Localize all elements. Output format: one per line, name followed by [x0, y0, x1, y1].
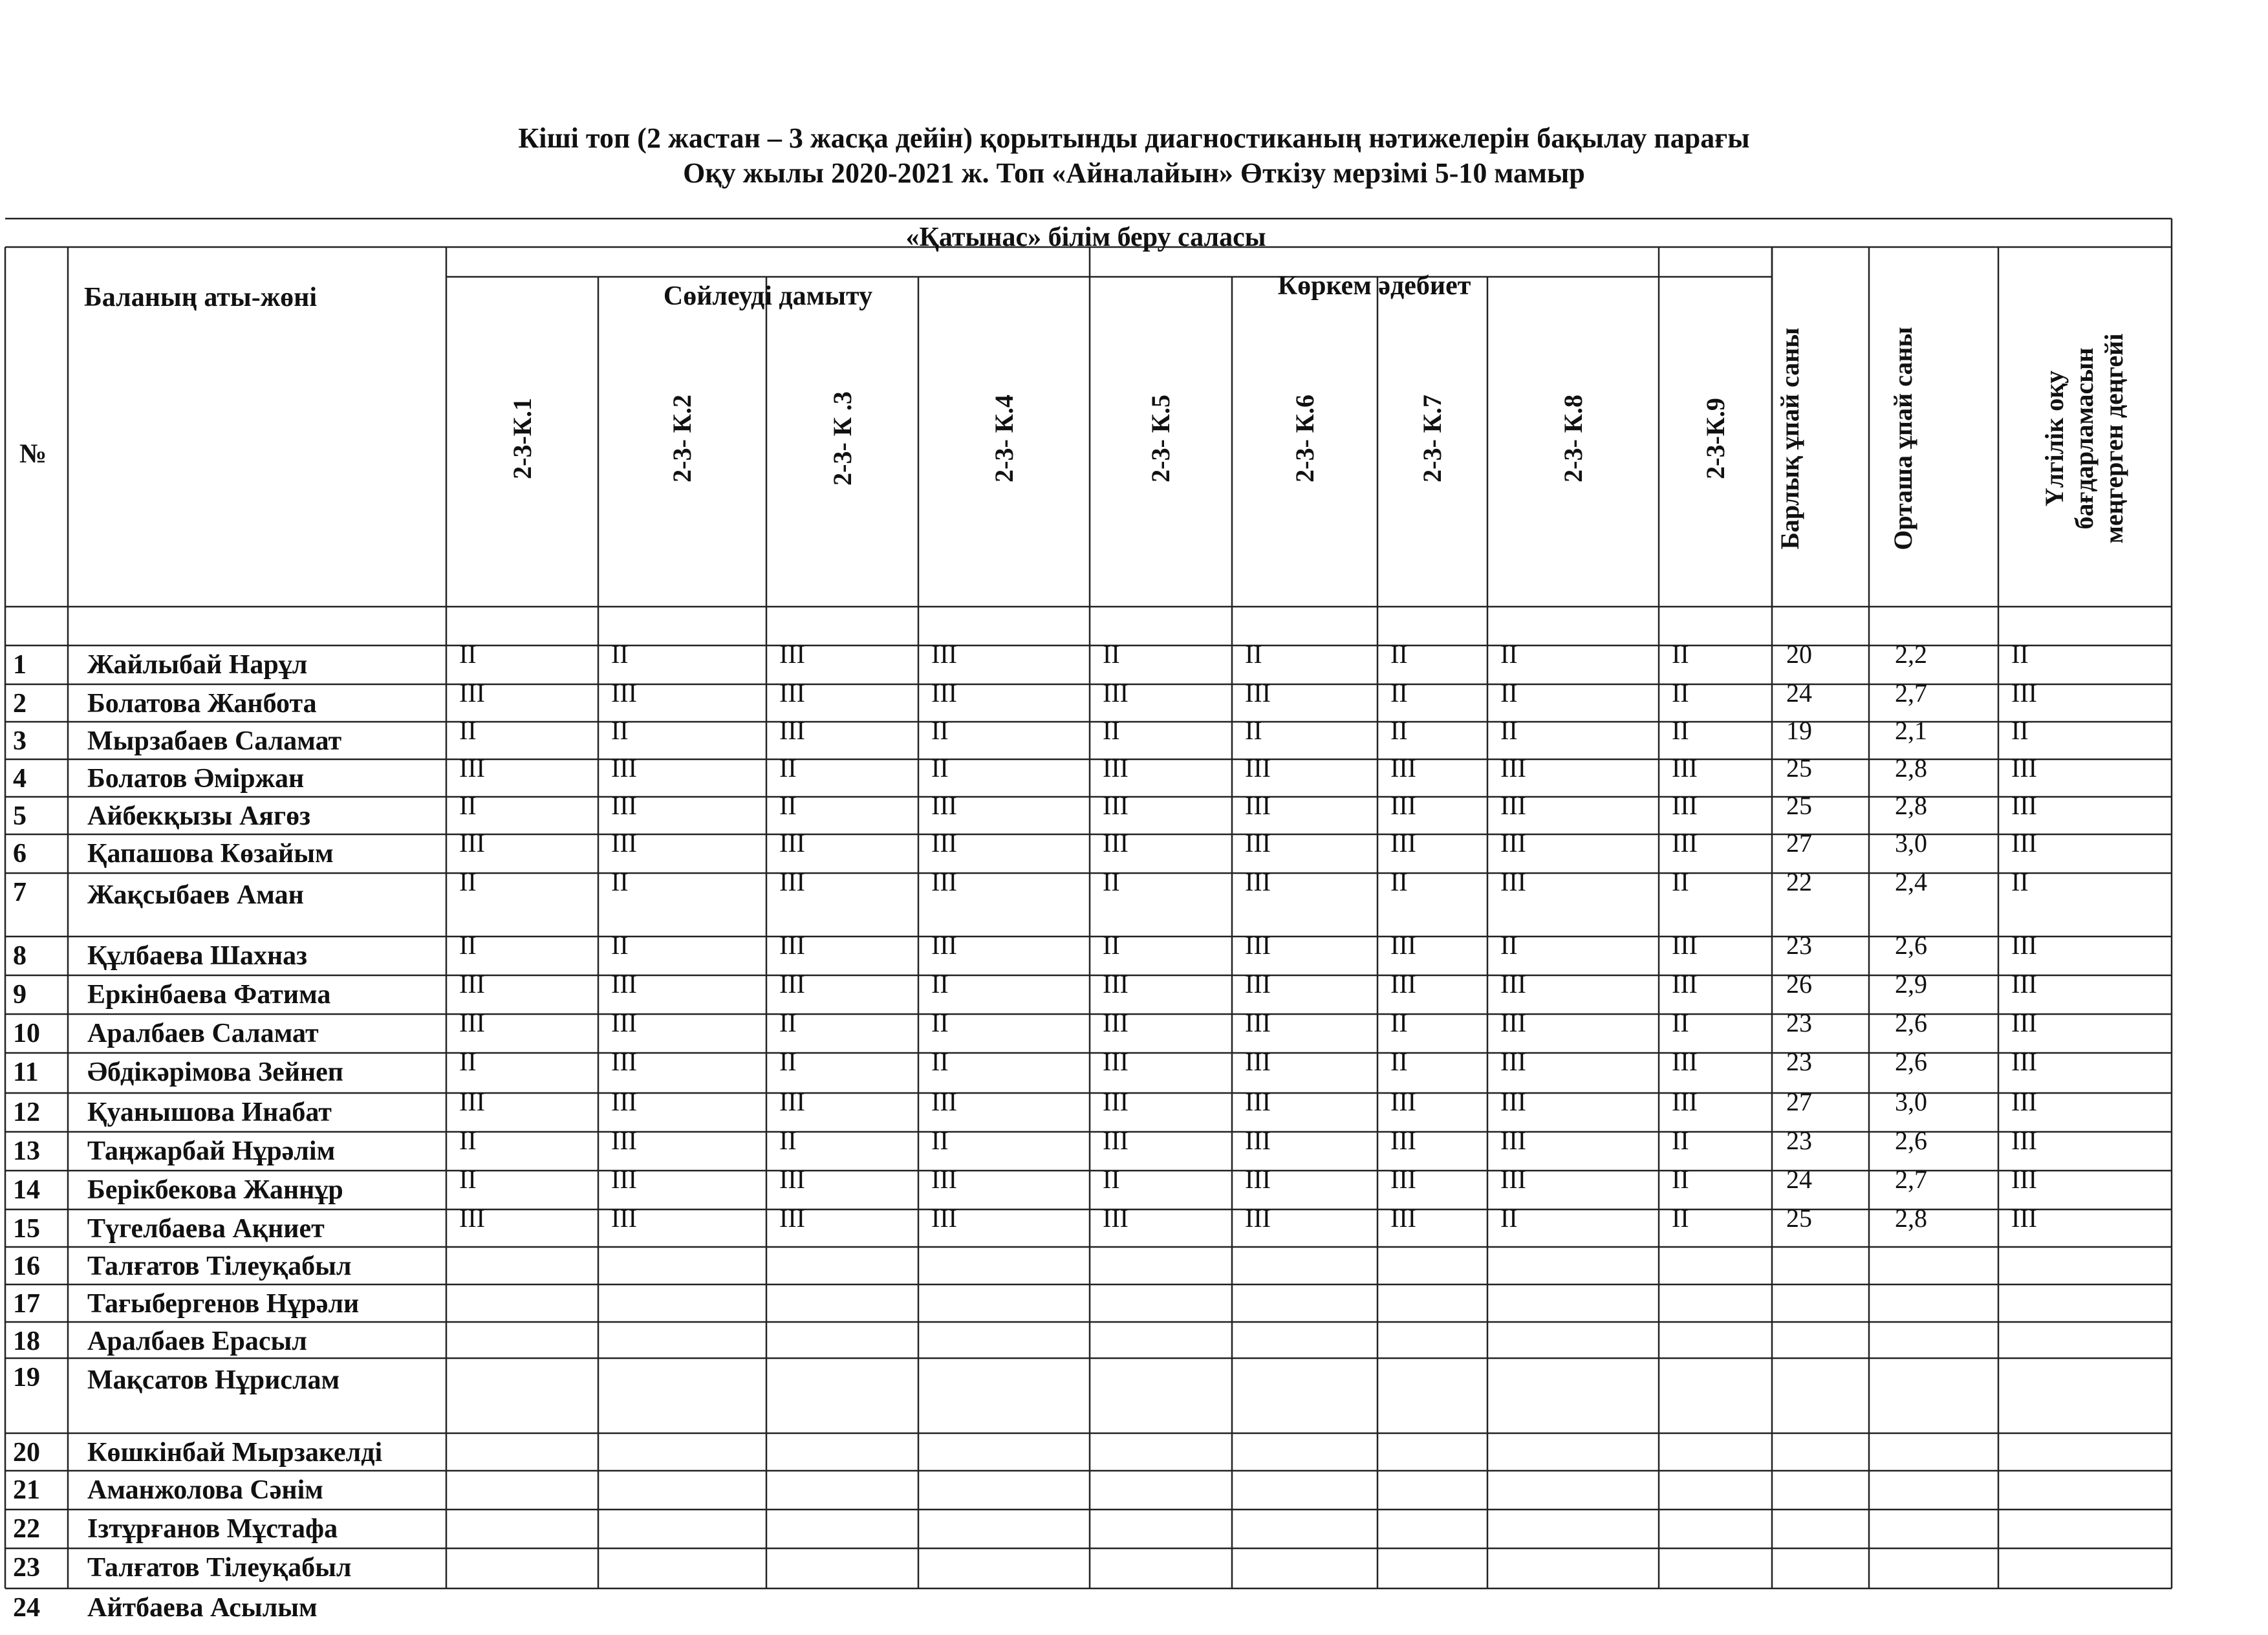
score-cell: II [459, 640, 477, 669]
score-cell: III [1103, 1126, 1129, 1155]
code-header: 2-3- К.6 [1290, 395, 1319, 482]
score-cell: III [611, 1087, 637, 1116]
level-value: III [2011, 931, 2037, 960]
score-cell: III [1672, 1047, 1698, 1076]
score-cell: III [459, 969, 485, 999]
total-score: 23 [1786, 931, 1812, 960]
average-score-header: Орташа ұпай саны [1888, 327, 1917, 550]
student-name: Көшкінбай Мырзакелді [87, 1438, 383, 1467]
score-cell: II [1672, 1126, 1689, 1155]
total-score: 27 [1786, 828, 1812, 858]
score-cell: II [1672, 678, 1689, 708]
score-cell: III [1390, 753, 1416, 783]
score-cell: III [611, 1204, 637, 1233]
average-score: 2,6 [1895, 1126, 1927, 1155]
score-cell: II [1672, 867, 1689, 896]
score-cell: II [1390, 640, 1408, 669]
score-cell: III [931, 791, 957, 820]
score-cell: II [1500, 678, 1518, 708]
level-value: III [2011, 1047, 2037, 1076]
average-score: 2,8 [1895, 1204, 1927, 1233]
level-value: II [2011, 716, 2029, 745]
score-cell: II [1500, 716, 1518, 745]
row-number: 4 [13, 764, 27, 794]
student-name: Айтбаева Асылым [87, 1593, 318, 1623]
level-value: III [2011, 1126, 2037, 1155]
score-cell: II [1103, 1165, 1120, 1194]
score-cell: III [1500, 1047, 1526, 1076]
total-score: 23 [1786, 1047, 1812, 1076]
student-name: Аманжолова Сәнім [87, 1475, 323, 1505]
score-cell: III [931, 1165, 957, 1194]
score-cell: III [1672, 969, 1698, 999]
score-cell: II [779, 753, 797, 783]
score-cell: III [779, 1204, 805, 1233]
row-number: 24 [13, 1593, 40, 1623]
total-score: 23 [1786, 1126, 1812, 1155]
score-cell: II [931, 1126, 949, 1155]
score-cell: III [1672, 931, 1698, 960]
score-cell: II [459, 1126, 477, 1155]
student-name: Болатова Жанбота [87, 689, 317, 719]
average-score: 3,0 [1895, 1087, 1927, 1116]
code-header: 2-3- К.5 [1146, 395, 1175, 482]
student-name: Жақсыбаев Аман [87, 880, 304, 910]
score-cell: II [459, 1165, 477, 1194]
score-cell: II [1245, 640, 1262, 669]
score-cell: III [779, 716, 805, 745]
row-number: 12 [13, 1098, 40, 1127]
score-cell: III [611, 753, 637, 783]
row-number: 7 [13, 878, 27, 907]
score-cell: II [1103, 867, 1120, 896]
row-number: 10 [13, 1019, 40, 1048]
row-number: 22 [13, 1514, 40, 1544]
level-value: III [2011, 828, 2037, 858]
code-header: 2-3- К.4 [989, 395, 1019, 482]
level-header: Үлгілік оқу бағдарламасын меңгерген деңгейі [2040, 333, 2128, 544]
row-number: 9 [13, 980, 27, 1010]
score-cell: II [931, 753, 949, 783]
row-number: 2 [13, 689, 27, 719]
score-cell: III [1245, 1126, 1271, 1155]
student-name: Еркінбаева Фатима [87, 980, 331, 1010]
student-name: Мырзабаев Саламат [87, 726, 342, 756]
score-cell: III [779, 828, 805, 858]
score-cell: II [1390, 867, 1408, 896]
score-cell: III [1245, 1087, 1271, 1116]
average-score: 3,0 [1895, 828, 1927, 858]
score-cell: III [931, 828, 957, 858]
score-cell: III [1500, 1126, 1526, 1155]
student-name: Қапашова Көзайым [87, 839, 334, 869]
total-score: 24 [1786, 678, 1812, 708]
score-cell: III [1245, 678, 1271, 708]
score-cell: III [1245, 1008, 1271, 1037]
score-cell: III [931, 1204, 957, 1233]
row-number: 3 [13, 726, 27, 756]
score-cell: III [1672, 1087, 1698, 1116]
level-value: III [2011, 678, 2037, 708]
group-speech-header: Сөйлеуді дамыту [663, 281, 873, 311]
score-cell: III [1245, 1204, 1271, 1233]
student-name: Болатов Әміржан [87, 764, 305, 794]
score-cell: III [459, 1087, 485, 1116]
average-score: 2,1 [1895, 716, 1927, 745]
student-name: Түгелбаева Ақниет [87, 1214, 325, 1244]
score-cell: II [459, 867, 477, 896]
score-cell: III [1390, 1126, 1416, 1155]
score-cell: II [459, 1047, 477, 1076]
group-literature-header: Көркем әдебиет [1277, 271, 1471, 301]
student-name: Аралбаев Саламат [87, 1019, 319, 1048]
score-cell: II [1390, 1008, 1408, 1037]
average-score: 2,9 [1895, 969, 1927, 999]
score-cell: II [931, 716, 949, 745]
level-value: III [2011, 1165, 2037, 1194]
score-cell: II [931, 1008, 949, 1037]
row-number: 8 [13, 941, 27, 971]
score-cell: II [779, 1126, 797, 1155]
row-number: 6 [13, 839, 27, 869]
score-cell: III [611, 1047, 637, 1076]
level-value: III [2011, 1008, 2037, 1037]
score-cell: III [1103, 828, 1129, 858]
score-cell: II [1390, 716, 1408, 745]
score-cell: III [1500, 791, 1526, 820]
row-number: 5 [13, 801, 27, 831]
row-number: 13 [13, 1136, 40, 1166]
score-cell: III [779, 867, 805, 896]
score-cell: III [931, 640, 957, 669]
total-score: 27 [1786, 1087, 1812, 1116]
score-cell: III [611, 791, 637, 820]
score-cell: III [611, 678, 637, 708]
score-cell: III [779, 931, 805, 960]
score-cell: II [931, 1047, 949, 1076]
student-name: Талғатов Тілеуқабыл [87, 1251, 352, 1281]
score-cell: III [779, 969, 805, 999]
average-score: 2,4 [1895, 867, 1927, 896]
code-header: 2-3- К .3 [827, 391, 857, 486]
code-header: 2-3- К.7 [1418, 395, 1447, 482]
score-cell: III [1245, 828, 1271, 858]
student-name: Аралбаев Ерасыл [87, 1326, 307, 1356]
score-cell: III [779, 1165, 805, 1194]
row-number: 19 [13, 1363, 40, 1392]
average-score: 2,7 [1895, 678, 1927, 708]
score-cell: II [1103, 931, 1120, 960]
student-name: Ізтұрғанов Мұстафа [87, 1514, 338, 1544]
score-cell: II [1672, 716, 1689, 745]
score-cell: III [1500, 828, 1526, 858]
score-cell: III [1500, 1165, 1526, 1194]
score-cell: III [931, 867, 957, 896]
code-header: 2-3- К.2 [667, 395, 697, 482]
score-cell: III [1103, 1087, 1129, 1116]
score-cell: III [1245, 791, 1271, 820]
row-number: 14 [13, 1175, 40, 1205]
score-cell: III [1390, 931, 1416, 960]
score-cell: III [1390, 1087, 1416, 1116]
score-cell: III [1245, 867, 1271, 896]
score-cell: II [459, 716, 477, 745]
score-cell: II [459, 931, 477, 960]
score-cell: III [1500, 1087, 1526, 1116]
level-value: III [2011, 1087, 2037, 1116]
average-score: 2,8 [1895, 791, 1927, 820]
score-cell: II [1672, 640, 1689, 669]
score-cell: II [1390, 678, 1408, 708]
score-cell: III [1103, 1204, 1129, 1233]
score-cell: III [1390, 1204, 1416, 1233]
score-cell: III [459, 1008, 485, 1037]
score-cell: III [611, 1008, 637, 1037]
score-cell: II [1245, 716, 1262, 745]
student-name: Тағыбергенов Нұрәли [87, 1289, 360, 1319]
score-cell: III [611, 1126, 637, 1155]
score-cell: II [1500, 1204, 1518, 1233]
row-number: 18 [13, 1326, 40, 1356]
score-cell: III [779, 640, 805, 669]
score-cell: III [611, 828, 637, 858]
score-cell: III [1390, 791, 1416, 820]
total-score: 24 [1786, 1165, 1812, 1194]
area-header: «Қатынас» білім беру саласы [905, 222, 1266, 252]
total-score-header: Барлық ұпай саны [1775, 327, 1804, 550]
score-cell: III [1390, 969, 1416, 999]
score-cell: II [1672, 1204, 1689, 1233]
score-cell: III [1103, 753, 1129, 783]
score-cell: II [611, 867, 629, 896]
code-header: 2-3- К.8 [1558, 395, 1588, 482]
score-cell: III [1672, 753, 1698, 783]
row-number: 17 [13, 1289, 40, 1319]
student-name: Талғатов Тілеуқабыл [87, 1553, 352, 1583]
level-value: III [2011, 969, 2037, 999]
total-score: 25 [1786, 791, 1812, 820]
row-number: 11 [13, 1057, 39, 1087]
score-cell: III [779, 678, 805, 708]
level-value: III [2011, 791, 2037, 820]
score-cell: II [611, 716, 629, 745]
total-score: 23 [1786, 1008, 1812, 1037]
score-cell: II [1103, 640, 1120, 669]
score-cell: III [931, 1087, 957, 1116]
name-header: Баланың аты-жөні [84, 283, 318, 312]
total-score: 22 [1786, 867, 1812, 896]
score-cell: III [1500, 867, 1526, 896]
score-cell: II [459, 791, 477, 820]
score-cell: II [1672, 1165, 1689, 1194]
row-number: 16 [13, 1251, 40, 1281]
score-cell: III [1103, 678, 1129, 708]
score-cell: II [779, 1047, 797, 1076]
document-subtitle: Оқу жылы 2020-2021 ж. Топ «Айналайын» Өткізу мерзімі 5-10 мамыр [683, 157, 1585, 189]
code-header: 2-3-К.1 [507, 398, 537, 479]
number-header: № [19, 439, 47, 469]
score-cell: III [459, 1204, 485, 1233]
student-name: Таңжарбай Нұрәлім [87, 1136, 336, 1166]
score-cell: III [1500, 969, 1526, 999]
score-cell: III [1245, 931, 1271, 960]
score-cell: III [459, 828, 485, 858]
row-number: 21 [13, 1475, 40, 1505]
row-number: 1 [13, 650, 27, 680]
score-cell: III [611, 1165, 637, 1194]
score-cell: II [1672, 1008, 1689, 1037]
average-score: 2,8 [1895, 753, 1927, 783]
score-cell: III [1390, 828, 1416, 858]
student-name: Айбекқызы Аягөз [87, 801, 310, 831]
score-cell: III [1390, 1165, 1416, 1194]
student-name: Қуанышова Инабат [87, 1098, 332, 1127]
score-cell: II [1500, 931, 1518, 960]
score-cell: III [1245, 1047, 1271, 1076]
total-score: 25 [1786, 1204, 1812, 1233]
score-cell: III [1672, 828, 1698, 858]
score-cell: III [1245, 753, 1271, 783]
score-cell: II [779, 791, 797, 820]
average-score: 2,7 [1895, 1165, 1927, 1194]
average-score: 2,6 [1895, 931, 1927, 960]
row-number: 15 [13, 1214, 40, 1244]
row-number: 23 [13, 1553, 40, 1583]
score-cell: III [1103, 1008, 1129, 1037]
level-value: II [2011, 640, 2029, 669]
score-cell: III [1500, 753, 1526, 783]
score-cell: II [931, 969, 949, 999]
score-cell: II [1390, 1047, 1408, 1076]
row-number: 20 [13, 1438, 40, 1467]
score-cell: III [779, 1087, 805, 1116]
score-cell: II [1500, 640, 1518, 669]
total-score: 20 [1786, 640, 1812, 669]
level-value: II [2011, 867, 2029, 896]
score-cell: III [931, 678, 957, 708]
total-score: 26 [1786, 969, 1812, 999]
score-cell: II [1103, 716, 1120, 745]
level-value: III [2011, 1204, 2037, 1233]
average-score: 2,2 [1895, 640, 1927, 669]
score-cell: III [1500, 1008, 1526, 1037]
student-name: Мақсатов Нұрислам [87, 1365, 340, 1395]
score-cell: III [611, 969, 637, 999]
average-score: 2,6 [1895, 1047, 1927, 1076]
score-cell: III [1672, 791, 1698, 820]
score-cell: III [459, 678, 485, 708]
student-name: Әбдікәрімова Зейнеп [87, 1057, 344, 1087]
score-cell: II [611, 931, 629, 960]
score-cell: II [611, 640, 629, 669]
student-name: Құлбаева Шахназ [87, 941, 308, 971]
score-cell: III [1103, 969, 1129, 999]
code-header: 2-3-К.9 [1700, 398, 1730, 479]
score-cell: III [1245, 1165, 1271, 1194]
student-name: Жайлыбай Нарұл [87, 650, 308, 680]
level-value: III [2011, 753, 2037, 783]
score-cell: III [1103, 791, 1129, 820]
score-cell: III [459, 753, 485, 783]
student-name: Берікбекова Жаннұр [87, 1175, 343, 1205]
total-score: 25 [1786, 753, 1812, 783]
total-score: 19 [1786, 716, 1812, 745]
document-title: Кіші топ (2 жастан – 3 жасқа дейін) қорытынды диагностиканың нәтижелерін бақылау парағы [518, 122, 1750, 154]
average-score: 2,6 [1895, 1008, 1927, 1037]
score-cell: II [779, 1008, 797, 1037]
score-cell: III [1245, 969, 1271, 999]
score-cell: III [931, 931, 957, 960]
score-cell: III [1103, 1047, 1129, 1076]
